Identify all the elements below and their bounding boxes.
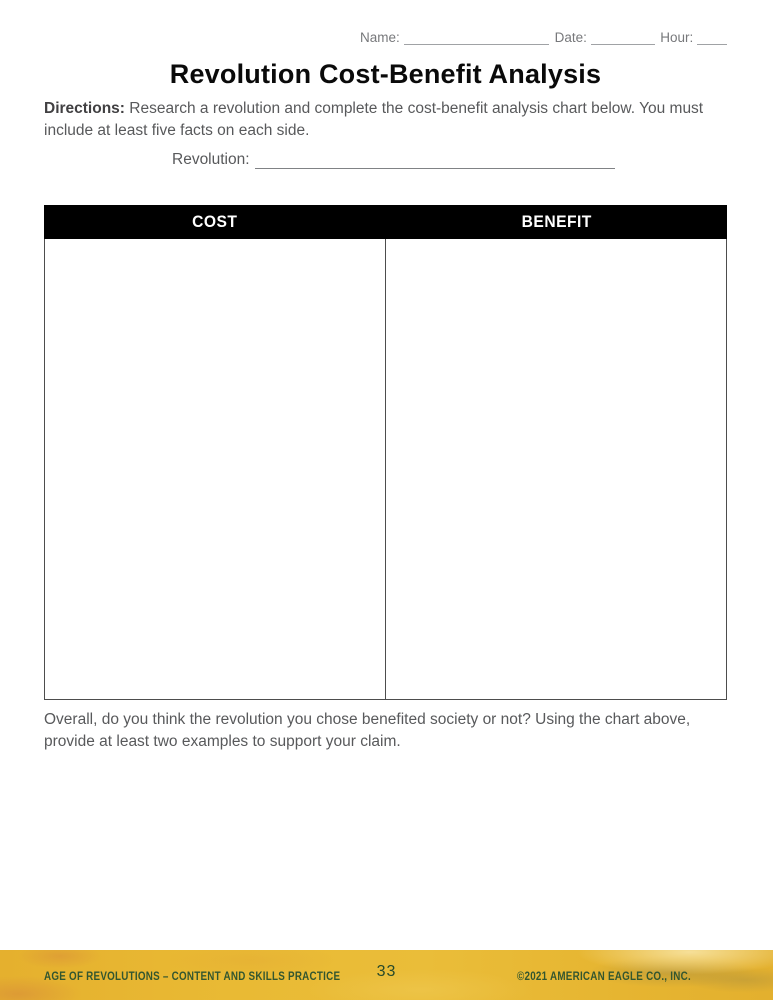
date-label: Date: [554, 30, 587, 45]
date-field[interactable] [591, 29, 655, 45]
cost-cell[interactable] [45, 239, 385, 699]
footer-page-number: 33 [376, 963, 397, 980]
cost-column-header: COST [192, 212, 238, 231]
table-body-row [44, 239, 727, 700]
cost-benefit-table [44, 205, 727, 700]
footer-series-title: AGE OF REVOLUTIONS – CONTENT AND SKILLS PRACTICE [44, 969, 341, 983]
directions-label: Directions: [44, 100, 125, 117]
question-paragraph: Overall, do you think the revolution you chose benefited society or not? Using the chart above, provide at least two examples to support your claim. [44, 711, 691, 750]
name-field[interactable] [404, 29, 549, 45]
footer-copyright: ©2021 AMERICAN EAGLE CO., INC. [517, 969, 691, 983]
revolution-row [172, 151, 615, 169]
hour-field[interactable] [697, 29, 727, 45]
benefit-column-header: BENEFIT [521, 212, 592, 231]
hour-label: Hour: [660, 30, 694, 45]
footer-band [0, 950, 773, 1000]
header-fields-row [360, 29, 727, 45]
table-header-row [44, 205, 727, 239]
name-label: Name: [360, 30, 400, 45]
directions-paragraph [44, 98, 712, 141]
benefit-cell[interactable] [385, 239, 726, 699]
revolution-field[interactable] [255, 151, 615, 169]
revolution-label: Revolution: [172, 151, 250, 168]
directions-text: Research a revolution and complete the cost-benefit analysis chart below. You must include at least five facts on each side. [44, 100, 704, 139]
page-title: Revolution Cost-Benefit Analysis [169, 59, 602, 89]
